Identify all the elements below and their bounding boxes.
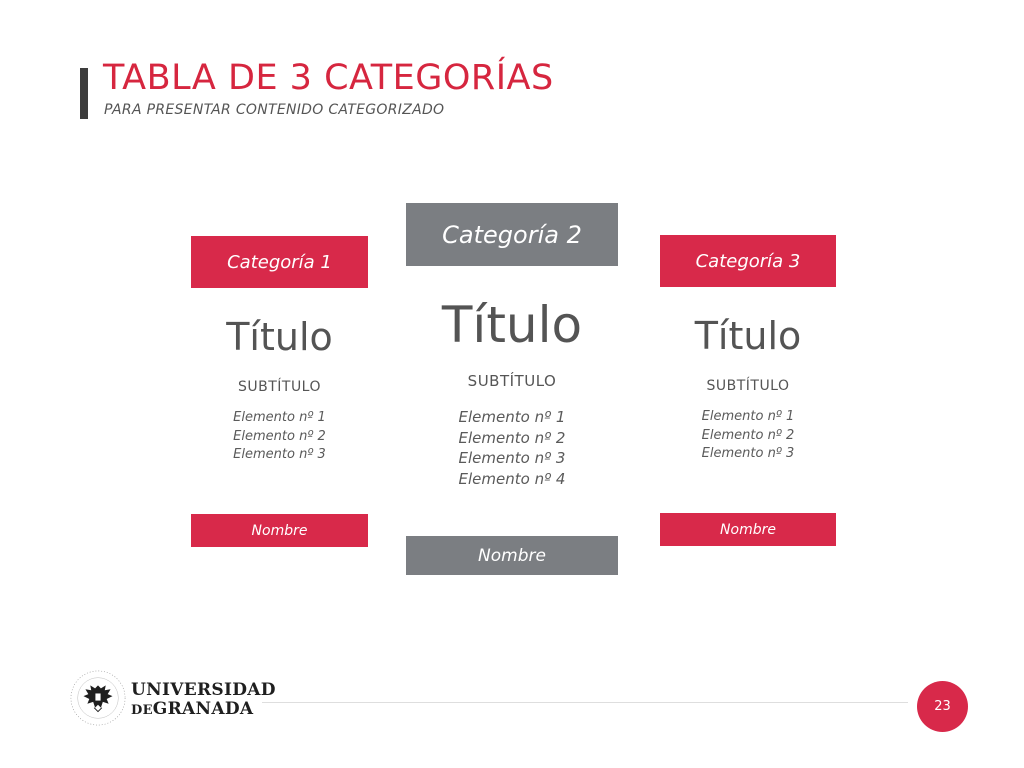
item-list-3 (660, 408, 836, 464)
university-logo-text (131, 681, 276, 720)
logo-line-2-main: GRANADA (152, 699, 254, 719)
category-header-2: Categoría 2 (406, 203, 618, 266)
slide-subtitle: PARA PRESENTAR CONTENIDO CATEGORIZADO (104, 102, 445, 118)
name-box-3: Nombre (660, 513, 836, 546)
item-list-1 (191, 409, 368, 465)
title-accent-bar (80, 68, 88, 119)
column-title-3: Título (694, 314, 802, 358)
name-box-2: Nombre (406, 536, 618, 575)
item-list-2 (406, 407, 618, 489)
column-title-2: Título (441, 296, 583, 354)
footer-divider (262, 702, 908, 703)
category-header-1: Categoría 1 (191, 236, 368, 288)
slide-title: TABLA DE 3 CATEGORÍAS (103, 58, 554, 98)
column-subtitle-3: SUBTÍTULO (706, 378, 790, 394)
name-box-1: Nombre (191, 514, 368, 547)
university-seal-icon (69, 669, 127, 727)
list-item: Elemento nº 2 (233, 428, 326, 444)
list-item: Elemento nº 1 (458, 408, 566, 426)
category-column-1 (191, 236, 368, 465)
list-item: Elemento nº 4 (458, 469, 566, 488)
list-item: Elemento nº 3 (233, 447, 326, 462)
list-item: Elemento nº 1 (701, 409, 795, 424)
list-item: Elemento nº 1 (233, 410, 326, 425)
column-subtitle-1: SUBTÍTULO (237, 379, 322, 395)
logo-line-1: UNIVERSIDAD (131, 680, 276, 700)
list-item: Elemento nº 2 (458, 428, 566, 447)
page-number-badge: 23 (917, 681, 968, 732)
category-column-3 (660, 235, 836, 464)
logo-line-2-prefix: DE (131, 703, 153, 718)
list-item: Elemento nº 3 (701, 446, 795, 461)
list-item: Elemento nº 3 (458, 449, 566, 467)
category-header-3: Categoría 3 (660, 235, 836, 287)
list-item: Elemento nº 2 (701, 427, 795, 443)
column-subtitle-2: SUBTÍTULO (467, 372, 557, 390)
logo-line-2 (131, 700, 276, 720)
column-title-1: Título (226, 315, 333, 359)
category-column-2 (406, 203, 618, 489)
